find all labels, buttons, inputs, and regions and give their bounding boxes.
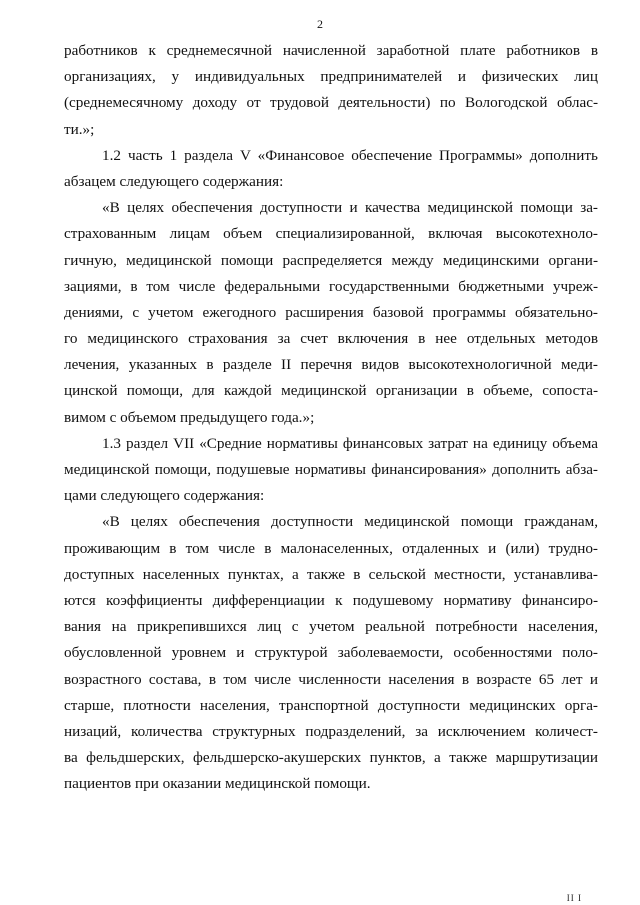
text-line: ти.»; [64, 120, 95, 138]
text-line: возрастного состава, в том числе численности населения в возрасте 65 лет и [64, 670, 598, 688]
text-line: гичную, медицинской помощи распределяется между медицинскими органи- [64, 251, 598, 269]
page-number: 2 [317, 17, 323, 31]
text-line: го медицинского страхования за счет включения в нее отдельных методов [64, 330, 598, 348]
text-line: «В целях обеспечения доступности и качества медицинской помощи за- [102, 199, 598, 217]
text-line: работников к среднемесячной начисленной заработной плате работников в [64, 42, 598, 59]
footer-mark: II I [566, 893, 582, 903]
text-line: обусловленной уровнем и структурой заболеваемости, особенностями поло- [64, 644, 598, 662]
text-line: зациями, в том числе федеральными государственными бюджетными учреж- [64, 277, 598, 295]
document-body [64, 38, 598, 797]
text-line: доступных населенных пунктах, а также в сельской местности, устанавлива- [64, 565, 598, 583]
text-line: ва фельдшерских, фельдшерско-акушерских пунктов, а также маршрутизации [64, 749, 598, 767]
text-line: «В целях обеспечения доступности медицинской помощи гражданам, [102, 513, 598, 531]
text-line: низаций, количества структурных подразделений, за исключением количест- [64, 722, 598, 740]
text-line: ются коэффициенты дифференциации к подушевому нормативу финансиро- [64, 591, 598, 609]
text-line: лечения, указанных в разделе II перечня видов высокотехнологичной меди- [64, 356, 598, 374]
text-line: страхованным лицам объем специализированной, включая высокотехноло- [64, 225, 598, 243]
text-line: вания на прикрепившихся лиц с учетом реальной потребности населения, [64, 618, 598, 636]
text-line: дениями, с учетом ежегодного расширения базовой программы обязательно- [64, 303, 598, 321]
text-line: медицинской помощи, подушевые нормативы финансирования» дополнить абза- [64, 461, 598, 478]
text-line: цами следующего содержания: [64, 487, 265, 505]
text-line: организациях, у индивидуальных предпринимателей и физических лиц [64, 68, 598, 86]
text-line: вимом с объемом предыдущего года.»; [64, 408, 315, 426]
text-line: (среднемесячному доходу от трудовой деятельности) по Вологодской облас- [64, 94, 598, 112]
text-line: старше, плотности населения, транспортной доступности медицинских орга- [64, 696, 598, 714]
text-line: 1.2 часть 1 раздела V «Финансовое обеспечение Программы» дополнить [102, 146, 598, 164]
text-line: пациентов при оказании медицинской помощи. [64, 775, 371, 793]
text-line: проживающим в том числе в малонаселенных, отдаленных и (или) трудно- [64, 539, 598, 557]
text-line: цинской помощи, для каждой медицинской организации в объеме, сопоста- [64, 382, 598, 400]
text-line: абзацем следующего содержания: [64, 172, 284, 190]
text-line: 1.3 раздел VII «Средние нормативы финансовых затрат на единицу объема [102, 434, 598, 452]
